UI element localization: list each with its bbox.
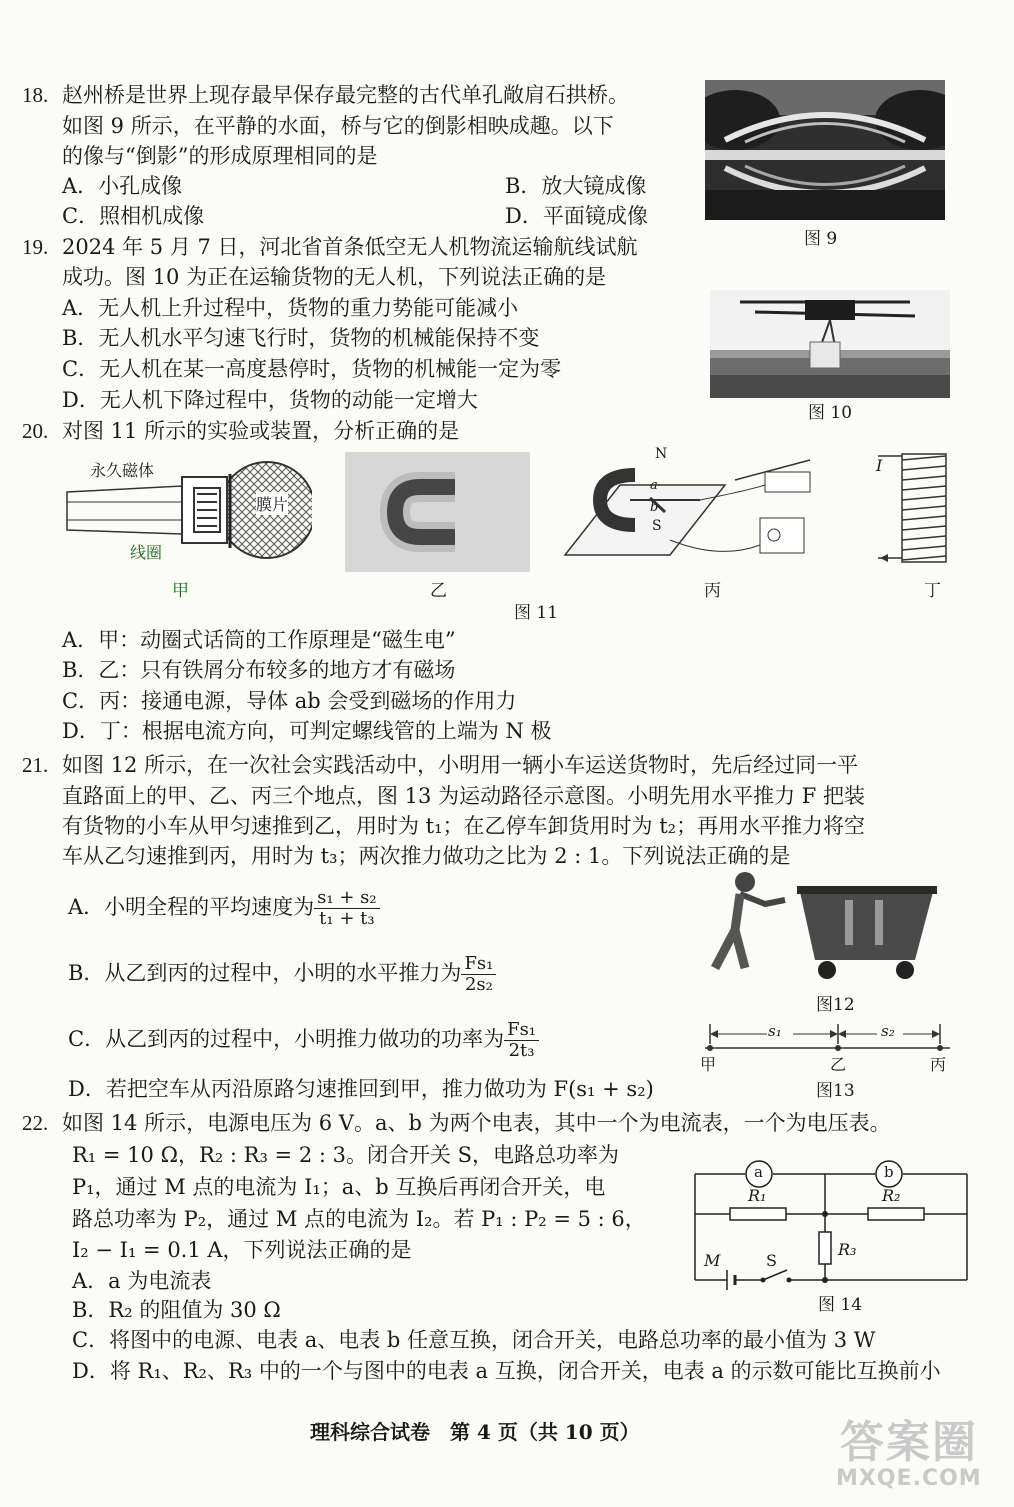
panel-bing-label: 丙 <box>704 581 721 601</box>
q19-number: 19. <box>22 235 49 259</box>
q20-number: 20. <box>22 419 49 443</box>
conductor-b-label: b <box>650 500 659 515</box>
fraction-numerator: Fs₁ <box>504 1020 539 1041</box>
q21-option-a-text: A．小明全程的平均速度为 <box>68 895 315 919</box>
q21-option-d: D．若把空车从丙沿原路匀速推回到甲，推力做功为 F(s₁ + s₂) <box>68 1077 654 1101</box>
film-label: 膜片 <box>256 492 288 515</box>
figure-13-caption: 图13 <box>816 1081 855 1101</box>
motor-experiment-diagram <box>560 450 830 575</box>
q19-option-c: C．无人机在某一高度悬停时，货物的机械能一定为零 <box>62 357 562 381</box>
meter-b-label: b <box>884 1163 894 1181</box>
q18-option-c: C．照相机成像 <box>62 204 205 228</box>
q21-stem-line: 车从乙匀速推到丙，用时为 t₃；两次推力做功之比为 2 : 1。下列说法正确的是 <box>62 844 791 868</box>
watermark-logo: 答案圈 <box>840 1417 978 1468</box>
q20-option-a: A．甲：动圈式话筒的工作原理是“磁生电” <box>62 628 456 652</box>
q21-stem-line: 如图 12 所示，在一次社会实践活动中，小明用一辆小车运送货物时，先后经过同一平 <box>62 753 859 777</box>
magnet-label: 永久磁体 <box>90 461 155 480</box>
page-footer: 理科综合试卷 第 4 页（共 10 页） <box>310 1420 640 1444</box>
q22-stem-line: P₁，通过 M 点的电流为 I₁；a、b 互换后再闭合开关，电 <box>72 1175 606 1199</box>
route-point-bing: 丙 <box>930 1055 947 1074</box>
circuit-diagram <box>685 1152 975 1292</box>
conductor-a-label: a <box>650 478 658 493</box>
point-m-label: M <box>704 1251 721 1270</box>
meter-a-label: a <box>754 1163 763 1181</box>
q21-stem-line: 直路面上的甲、乙、丙三个地点，图 13 为运动路径示意图。小明先用水平推力 F 把装 <box>62 784 865 808</box>
q21-stem-line: 有货物的小车从甲匀速推到乙，用时为 t₁；在乙停车卸货用时为 t₂；再用水平推力将空 <box>62 814 866 838</box>
fraction-denominator: 2s₂ <box>464 974 493 995</box>
fraction-denominator: 2t₃ <box>508 1040 535 1061</box>
q21-option-a <box>68 888 380 929</box>
q18-number: 18. <box>22 83 49 107</box>
route-point-yi: 乙 <box>830 1055 847 1074</box>
q22-option-a: A．a 为电流表 <box>72 1269 212 1293</box>
resistor-r1-label: R₁ <box>748 1186 767 1205</box>
cart-illustration <box>705 870 945 982</box>
fraction <box>504 1020 539 1061</box>
panel-yi-label: 乙 <box>430 581 447 601</box>
watermark-url: MXQE.COM <box>836 1466 982 1491</box>
route-s2-label: s₂ <box>881 1022 895 1040</box>
figure-14-caption: 图 14 <box>818 1295 863 1315</box>
drone-photo <box>710 290 950 398</box>
fraction <box>314 888 379 929</box>
fraction <box>461 954 496 995</box>
q18-stem-line: 赵州桥是世界上现存最早保存最完整的古代单孔敞肩石拱桥。 <box>62 83 629 107</box>
figure-12-caption: 图12 <box>816 995 855 1015</box>
q21-option-c <box>68 1020 539 1061</box>
q21-option-c-text: C．从乙到丙的过程中，小明推力做功的功率为 <box>68 1027 505 1051</box>
q22-stem-line: R₁ = 10 Ω，R₂ : R₃ = 2 : 3。闭合开关 S，电路总功率为 <box>72 1143 620 1167</box>
resistor-r3-label: R₃ <box>838 1240 857 1259</box>
q20-option-c: C．丙：接通电源，导体 ab 会受到磁场的作用力 <box>62 689 517 713</box>
magnet-s-label: S <box>652 518 662 534</box>
current-label: I <box>876 456 883 475</box>
q18-stem-line: 如图 9 所示，在平静的水面，桥与它的倒影相映成趣。以下 <box>62 114 614 138</box>
q20-stem: 对图 11 所示的实验或装置，分析正确的是 <box>62 419 460 443</box>
magnet-n-label: N <box>655 446 668 462</box>
q18-option-b: B．放大镜成像 <box>505 174 647 198</box>
q20-option-d: D．丁：根据电流方向，可判定螺线管的上端为 N 极 <box>62 719 552 743</box>
resistor-r2-label: R₂ <box>882 1186 901 1205</box>
route-point-jia: 甲 <box>700 1055 717 1074</box>
figure-10-caption: 图 10 <box>808 403 853 423</box>
q19-option-a: A．无人机上升过程中，货物的重力势能可能减小 <box>62 296 519 320</box>
fraction-numerator: s₁ + s₂ <box>314 888 379 909</box>
q21-number: 21. <box>22 753 49 777</box>
fraction-numerator: Fs₁ <box>461 954 496 975</box>
q19-option-d: D．无人机下降过程中，货物的动能一定增大 <box>62 388 478 412</box>
q22-option-b: B．R₂ 的阻值为 30 Ω <box>72 1298 281 1322</box>
route-s1-label: s₁ <box>768 1022 782 1040</box>
q19-stem-line: 2024 年 5 月 7 日，河北省首条低空无人机物流运输航线试航 <box>62 235 638 259</box>
q22-option-d: D．将 R₁、R₂、R₃ 中的一个与图中的电表 a 互换，闭合开关，电表 a 的示数可能比互换前小 <box>72 1359 941 1383</box>
q18-option-d: D．平面镜成像 <box>505 204 648 228</box>
q22-number: 22. <box>22 1111 49 1135</box>
coil-label: 线圈 <box>130 543 163 562</box>
q18-option-a: A．小孔成像 <box>62 174 183 198</box>
iron-filings-photo <box>345 452 530 572</box>
panel-ding-label: 丁 <box>924 581 941 601</box>
q22-stem-line: I₂ − I₁ = 0.1 A，下列说法正确的是 <box>72 1238 412 1262</box>
q18-stem-line: 的像与“倒影”的形成原理相同的是 <box>62 144 378 168</box>
q22-stem-line: 路总功率为 P₂，通过 M 点的电流为 I₂。若 P₁ : P₂ = 5 : 6， <box>72 1207 646 1231</box>
q22-stem-line: 如图 14 所示，电源电压为 6 V。a、b 为两个电表，其中一个为电流表，一个为电压表。 <box>62 1111 891 1135</box>
figure-9-caption: 图 9 <box>804 229 838 249</box>
bridge-photo <box>705 80 945 220</box>
q19-stem-line: 成功。图 10 为正在运输货物的无人机，下列说法正确的是 <box>62 265 607 289</box>
q21-option-b <box>68 954 496 995</box>
solenoid-diagram <box>870 450 970 570</box>
figure-11-caption: 图 11 <box>514 603 559 623</box>
panel-jia-label: 甲 <box>172 581 189 601</box>
q20-option-b: B．乙：只有铁屑分布较多的地方才有磁场 <box>62 658 456 682</box>
q22-option-c: C．将图中的电源、电表 a、电表 b 任意互换，闭合开关，电路总功率的最小值为 3 W <box>72 1328 876 1352</box>
q21-option-b-text: B．从乙到丙的过程中，小明的水平推力为 <box>68 961 462 985</box>
fraction-denominator: t₁ + t₃ <box>319 908 375 929</box>
q19-option-b: B．无人机水平匀速飞行时，货物的机械能保持不变 <box>62 326 540 350</box>
switch-s-label: S <box>766 1251 777 1270</box>
